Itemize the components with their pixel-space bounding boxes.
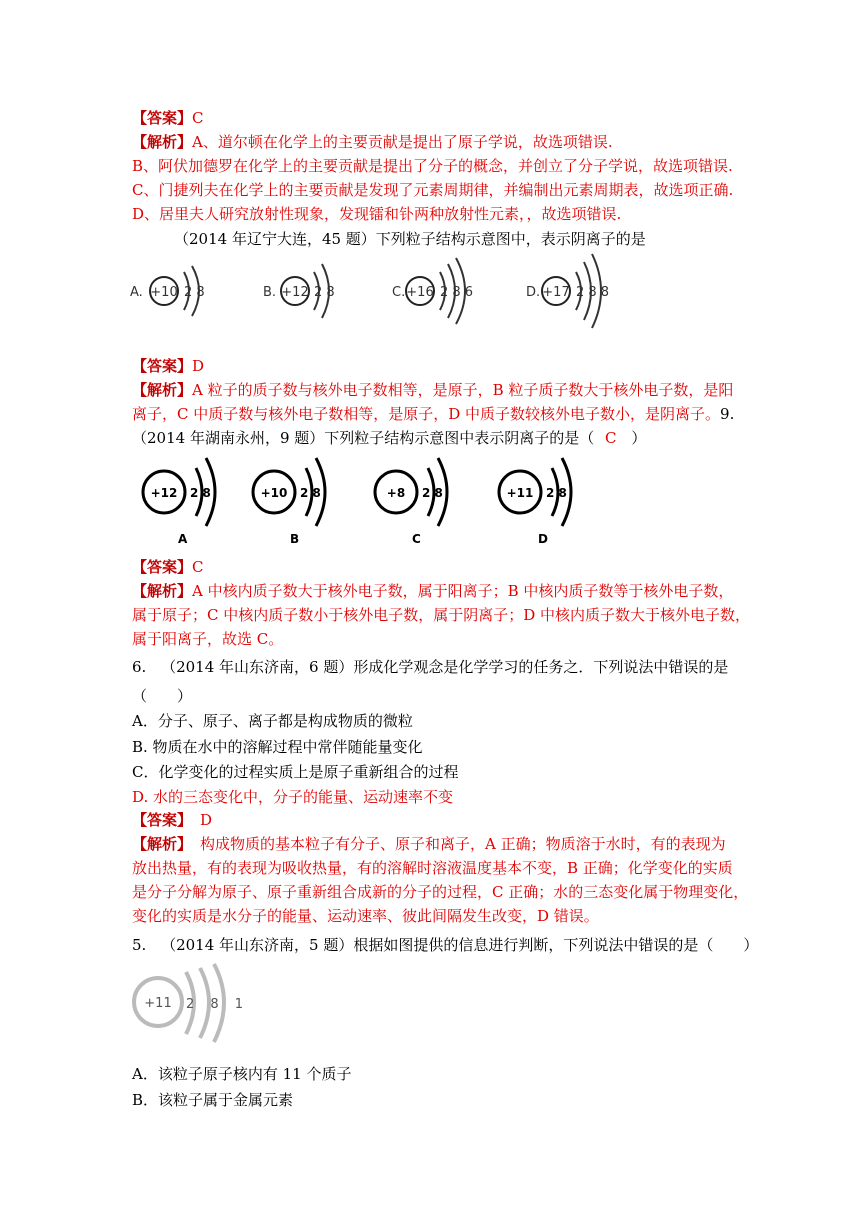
q9-label: C (412, 532, 421, 546)
analysis-line-1b: B、阿伏加德罗在化学上的主要贡献是提出了分子的概念，并创立了分子学说，故选项错误. (132, 157, 733, 175)
analysis-text: 离子，C 中质子数与核外电子数相等，是原子，D 中质子数较核外电子数小，是阴离子。 (132, 405, 721, 423)
question-text: （2014 年湖南永州，9 题）下列粒子结构示意图中表示阴离子的是（ (132, 429, 595, 447)
q9-option-a (143, 458, 215, 546)
q45-letter: C. (392, 285, 406, 300)
q45-shells: 2 8 6 (440, 285, 474, 300)
q9-option-b (253, 458, 325, 546)
analysis-text: A 粒子的质子数与核外电子数相等，是原子，B 粒子质子数大于核外电子数，是阳 (192, 381, 734, 399)
q9-label: D (538, 532, 548, 546)
answer-value: C (192, 558, 204, 576)
analysis-text: 构成物质的基本粒子有分子、原子和离子，A 正确；物质溶于水时，有的表现为 (200, 835, 726, 853)
analysis-line-45a (132, 380, 733, 400)
answer-value: C (192, 109, 204, 127)
q9-option-d (499, 458, 571, 546)
question-text: （2014 年山东济南，6 题）形成化学观念是化学学习的任务之．下列说法中错误的是 (161, 658, 729, 676)
analysis-line-45b (132, 404, 734, 424)
answer-tag: 【答案】 (132, 109, 193, 127)
q9-option-c (375, 458, 447, 546)
q5-particle-figure (130, 962, 260, 1046)
q9-label: A (178, 532, 188, 546)
close-paren: ） (631, 429, 647, 447)
question-number: 5. (132, 936, 147, 954)
q45-shells: 2 8 (184, 285, 205, 300)
answer-tag: 【答案】 (132, 357, 193, 375)
q9-nucleus: +10 (260, 486, 288, 500)
analysis-line-6c: 是分子分解为原子、原子重新组合成新的分子的过程，C 正确；水的三态变化属于物理变化， (132, 883, 749, 901)
question-number: 6. (132, 658, 147, 676)
answer-tag: 【答案】 (132, 558, 193, 576)
q45-letter: A. (130, 285, 143, 300)
q45-option-d (526, 254, 609, 328)
analysis-line-9b: 属于原子；C 中核内质子数小于核外电子数，属于阴离子；D 中核内质子数大于核外电子数， (132, 606, 751, 624)
q45-option-a (130, 266, 205, 316)
q9-nucleus: +8 (386, 486, 406, 500)
question-5-text (132, 935, 758, 955)
question-6-text (132, 657, 728, 677)
q45-nucleus: +16 (406, 285, 434, 300)
q5-option-a: A．该粒子原子核内有 11 个质子 (132, 1065, 352, 1083)
q45-shells: 2 8 8 (576, 285, 610, 300)
q9-shells: 2 8 (300, 486, 321, 500)
q6-option-b: B. 物质在水中的溶解过程中常伴随能量变化 (132, 738, 423, 756)
analysis-tag: 【解析】 (132, 582, 193, 600)
q5-nucleus: +11 (144, 996, 172, 1011)
q45-option-c (392, 258, 473, 324)
q45-nucleus: +12 (281, 285, 309, 300)
analysis-text: A、道尔顿在化学上的主要贡献是提出了原子学说，故选项错误. (192, 133, 613, 151)
q45-particle-figure (128, 248, 628, 338)
q9-particle-figure (130, 452, 610, 552)
q9-label: B (290, 532, 300, 546)
analysis-line-9a (132, 581, 733, 601)
answer-line-9 (132, 557, 204, 577)
answer-tag: 【答案】 (132, 811, 193, 829)
answer-value: D (192, 357, 205, 375)
answer-value: D (200, 811, 213, 829)
question-9-text (132, 428, 646, 448)
q9-shells: 2 8 (546, 486, 567, 500)
q45-nucleus: +10 (150, 285, 178, 300)
q5-option-b: B．该粒子属于金属元素 (132, 1091, 294, 1109)
question-45-text: （2014 年辽宁大连，45 题）下列粒子结构示意图中，表示阴离子的是 (174, 230, 646, 248)
q9-shells: 2 8 (422, 486, 443, 500)
analysis-text: A 中核内质子数大于核外电子数，属于阳离子；B 中核内质子数等于核外电子数， (192, 582, 734, 600)
inline-answer: C (605, 429, 617, 447)
answer-line-45 (132, 356, 204, 376)
q9-nucleus: +11 (506, 486, 534, 500)
q6-option-d: D. 水的三态变化中，分子的能量、运动速率不变 (132, 788, 454, 806)
question-6-blank: （ ） (132, 687, 193, 705)
analysis-line-6b: 放出热量，有的表现为吸收热量，有的溶解时溶液温度基本不变，B 正确；化学变化的实质 (132, 859, 733, 877)
q5-shells: 2 8 1 (186, 997, 250, 1012)
analysis-line-1a (132, 132, 613, 152)
q45-letter: B. (263, 285, 277, 300)
next-question-number: 9. (720, 405, 735, 423)
analysis-line-6d: 变化的实质是水分子的能量、运动速率、彼此间隔发生改变，D 错误。 (132, 907, 599, 925)
q9-shells: 2 8 (190, 486, 211, 500)
q45-option-b (263, 264, 335, 318)
answer-line-1 (132, 108, 204, 128)
q6-option-c: C．化学变化的过程实质上是原子重新组合的过程 (132, 763, 459, 781)
q9-nucleus: +12 (150, 486, 178, 500)
q45-shells: 2 8 (314, 285, 335, 300)
analysis-tag: 【解析】 (132, 835, 193, 853)
answer-line-6 (132, 810, 212, 830)
analysis-line-1c: C、门捷列夫在化学上的主要贡献是发现了元素周期律，并编制出元素周期表，故选项正确. (132, 181, 734, 199)
analysis-line-9c: 属于阳离子，故选 C。 (132, 630, 284, 648)
analysis-tag: 【解析】 (132, 381, 193, 399)
q6-option-a: A．分子、原子、离子都是构成物质的微粒 (132, 712, 413, 730)
q45-nucleus: +17 (542, 285, 570, 300)
analysis-line-1d: D、居里夫人研究放射性现象，发现镭和钋两种放射性元素，，故选项错误. (132, 205, 622, 223)
q45-letter: D. (526, 285, 541, 300)
question-text: （2014 年山东济南，5 题）根据如图提供的信息进行判断，下列说法中错误的是（ ） (161, 936, 759, 954)
analysis-line-6a (132, 834, 726, 854)
analysis-tag: 【解析】 (132, 133, 193, 151)
